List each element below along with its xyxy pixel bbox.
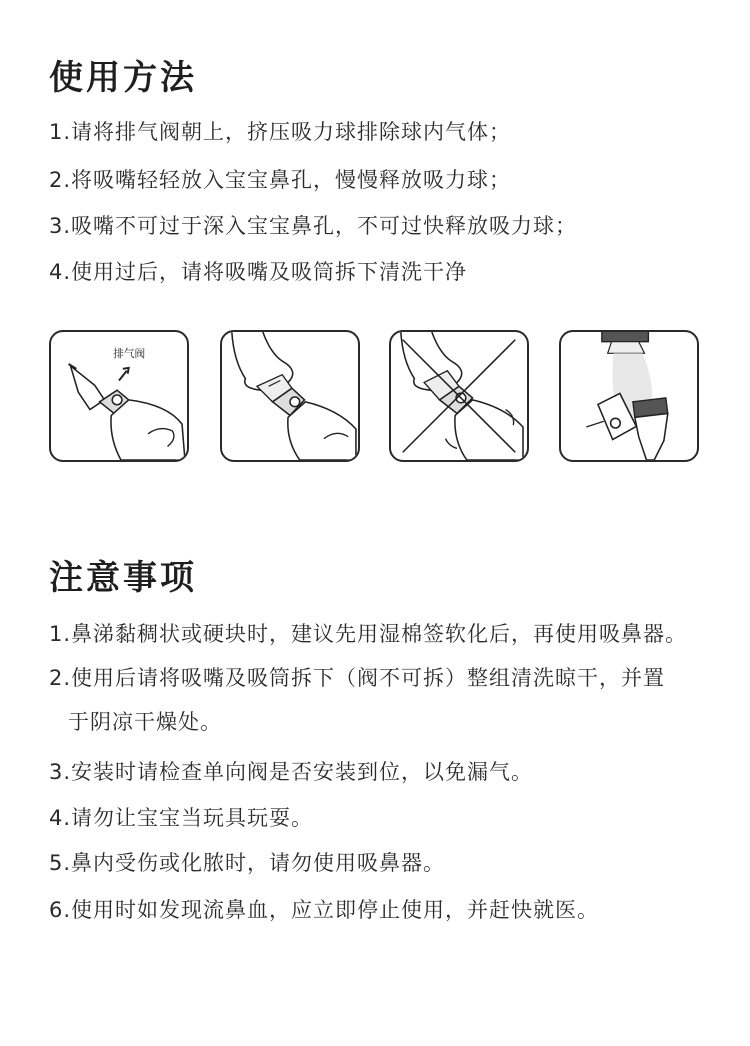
note-item-4: 4.请勿让宝宝当玩具玩耍。 [49, 806, 314, 830]
aspirator-too-deep-crossed-illustration [389, 330, 529, 462]
note-item-6: 6.使用时如发现流鼻血，应立即停止使用，并赶快就医。 [49, 898, 600, 922]
prohibited-icon [391, 332, 527, 460]
usage-step-2: 2.将吸嘴轻轻放入宝宝鼻孔，慢慢释放吸力球； [49, 168, 512, 192]
usage-step-3: 3.吸嘴不可过于深入宝宝鼻孔，不可过快释放吸力球； [49, 214, 578, 238]
note-item-2: 2.使用后请将吸嘴及吸筒拆下（阀不可拆）整组清洗晾干，并置 [49, 666, 666, 690]
note-item-1: 1.鼻涕黏稠状或硬块时，建议先用湿棉签软化后，再使用吸鼻器。 [49, 622, 688, 646]
usage-step-1: 1.请将排气阀朝上，挤压吸力球排除球内气体； [49, 120, 512, 144]
valve-label: 排气阀 [113, 347, 146, 361]
usage-title: 使用方法 [49, 58, 197, 98]
washing-parts-icon [561, 332, 697, 460]
nose-insert-icon [222, 332, 358, 460]
notes-title: 注意事项 [49, 558, 197, 598]
aspirator-disassembled-washing-illustration [559, 330, 699, 462]
note-item-3: 3.安装时请检查单向阀是否安装到位，以免漏气。 [49, 760, 534, 784]
aspirator-valve-up-illustration [49, 330, 189, 462]
note-item-5: 5.鼻内受伤或化脓时，请勿使用吸鼻器。 [49, 851, 446, 875]
aspirator-valve-up-icon [51, 332, 187, 460]
usage-step-4: 4.使用过后，请将吸嘴及吸筒拆下清洗干净 [49, 260, 468, 284]
aspirator-in-nose-illustration [220, 330, 360, 462]
note-item-2-continued: 于阴凉干燥处。 [68, 710, 222, 734]
